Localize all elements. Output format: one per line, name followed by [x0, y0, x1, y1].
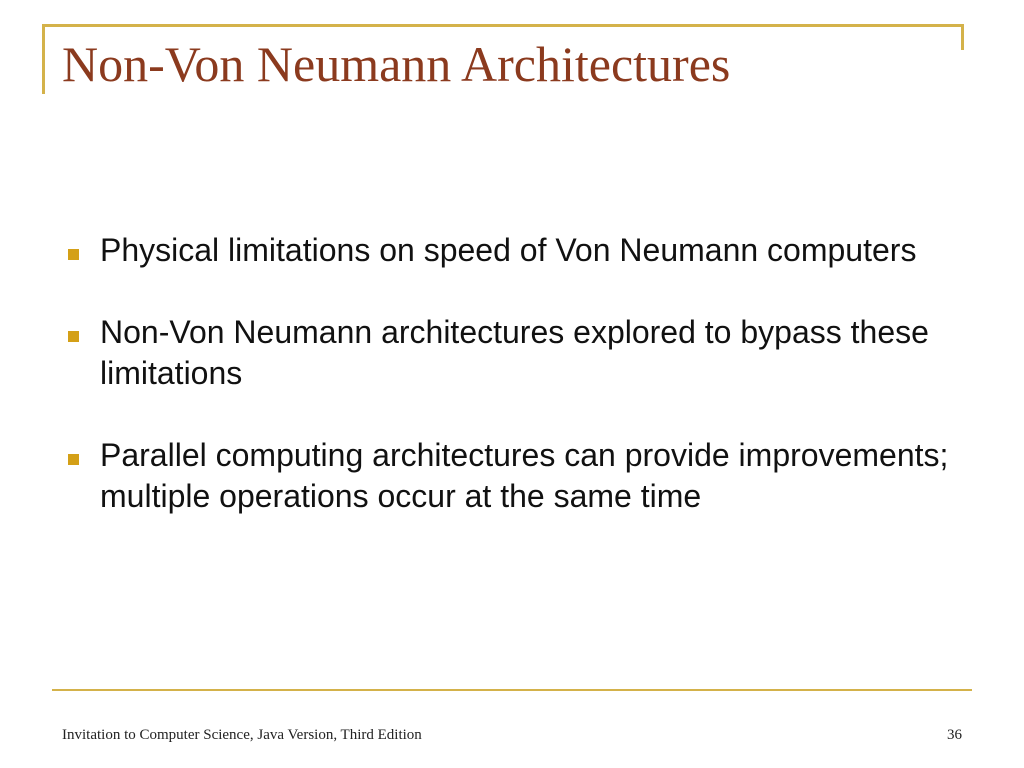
- title-frame-left-rule: [42, 24, 45, 94]
- bullet-square-icon: [68, 454, 79, 465]
- bullet-item: [62, 312, 962, 395]
- title-frame-top-rule: [42, 24, 964, 27]
- bullet-text: Physical limitations on speed of Von Neumann computers: [100, 232, 917, 268]
- bullet-item: [62, 230, 962, 272]
- page-number: 36: [947, 727, 962, 743]
- slide-title: Non-Von Neumann Architectures: [62, 36, 731, 92]
- title-frame-right-rule: [961, 24, 964, 50]
- footer-text: Invitation to Computer Science, Java Version, Third Edition: [62, 727, 422, 743]
- bullet-square-icon: [68, 249, 79, 260]
- footer-divider: [52, 689, 972, 691]
- bullet-item: [62, 435, 962, 518]
- bullet-text: Non-Von Neumann architectures explored to bypass these limitations: [100, 313, 929, 392]
- bullet-square-icon: [68, 331, 79, 342]
- bullet-list: [62, 230, 962, 558]
- bullet-text: Parallel computing architectures can provide improvements; multiple operations occur at the same time: [100, 436, 949, 515]
